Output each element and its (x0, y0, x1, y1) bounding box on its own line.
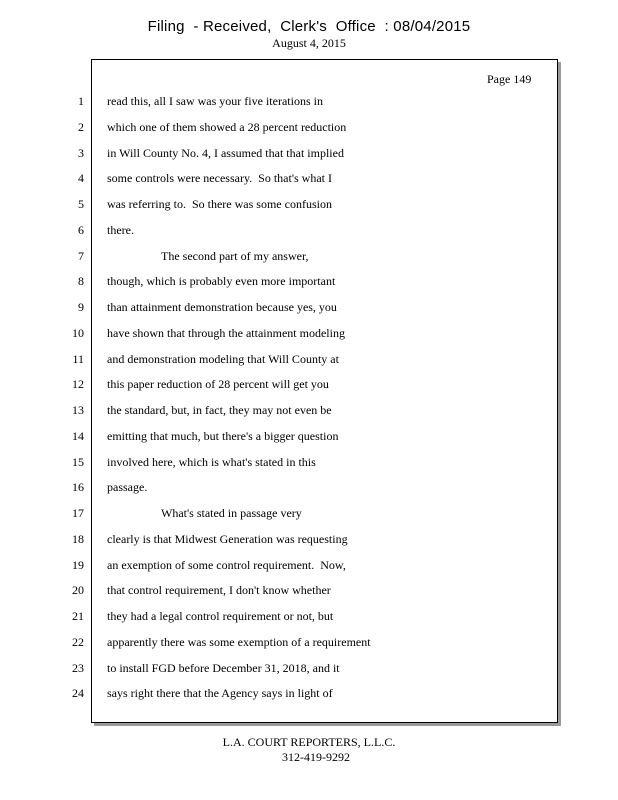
transcript-line: apparently there was some exemption of a requirement (107, 634, 371, 649)
line-number: 5 (78, 197, 84, 211)
transcript-line: in Will County No. 4, I assumed that that implied (107, 145, 344, 160)
line-number: 1 (78, 94, 84, 108)
line-number: 9 (78, 300, 84, 314)
transcript-line: passage. (107, 480, 148, 495)
line-number: 22 (72, 634, 84, 649)
reporter-phone: 312-419-9292 (282, 750, 350, 764)
line-number: 24 (72, 686, 84, 701)
filing-stamp: Filing - Received, Clerk's Office : 08/04/2015 (147, 18, 471, 35)
line-number-column (58, 94, 84, 712)
line-number: 21 (72, 609, 84, 623)
line-number: 11 (72, 351, 84, 366)
page-number: Page 149 (487, 72, 532, 86)
line-number: 6 (78, 222, 84, 237)
transcript-line: though, which is probably even more important (107, 274, 336, 289)
line-number: 13 (72, 403, 84, 417)
transcript-line: involved here, which is what's stated in this (107, 454, 316, 469)
line-number: 16 (72, 480, 84, 495)
transcript-line: says right there that the Agency says in light of (107, 686, 333, 701)
transcript-line: clearly is that Midwest Generation was requesting (107, 531, 348, 546)
transcript-line: have shown that through the attainment modeling (107, 325, 345, 340)
transcript-line: an exemption of some control requirement. Now, (107, 557, 346, 572)
transcript-line: that control requirement, I don't know whether (107, 583, 331, 598)
line-number: 19 (72, 557, 84, 572)
line-number: 14 (72, 428, 84, 443)
line-number: 4 (78, 171, 84, 186)
line-number: 3 (78, 145, 84, 160)
transcript-line: read this, all I saw was your five iterations in (107, 94, 323, 108)
line-number: 2 (78, 119, 84, 134)
transcript-line: than attainment demonstration because yes, you (107, 300, 337, 314)
filing-date: August 4, 2015 (272, 36, 346, 50)
transcript-line: emitting that much, but there's a bigger question (107, 428, 339, 443)
line-number: 15 (72, 454, 84, 469)
transcript-line: they had a legal control requirement or not, but (107, 609, 334, 623)
line-number: 8 (78, 274, 84, 289)
transcript-line: The second part of my answer, (161, 248, 309, 263)
transcript-line: there. (107, 222, 134, 237)
line-number: 7 (78, 248, 84, 263)
reporter-company: L.A. COURT REPORTERS, L.L.C. (222, 735, 396, 749)
line-number: 20 (72, 583, 84, 598)
line-number: 17 (72, 506, 84, 520)
line-number: 12 (72, 377, 84, 392)
transcript-line: was referring to. So there was some confusion (107, 197, 332, 211)
transcript-body (107, 94, 547, 712)
transcript-line: some controls were necessary. So that's what I (107, 171, 332, 186)
line-number: 23 (72, 660, 84, 675)
transcript-line: What's stated in passage very (161, 506, 302, 520)
line-number: 10 (72, 325, 84, 340)
transcript-line: and demonstration modeling that Will County at (107, 351, 339, 366)
line-number: 18 (72, 531, 84, 546)
transcript-line: the standard, but, in fact, they may not even be (107, 403, 332, 417)
transcript-line: to install FGD before December 31, 2018, and it (107, 660, 340, 675)
transcript-line: this paper reduction of 28 percent will get you (107, 377, 329, 392)
transcript-line: which one of them showed a 28 percent reduction (107, 119, 347, 134)
